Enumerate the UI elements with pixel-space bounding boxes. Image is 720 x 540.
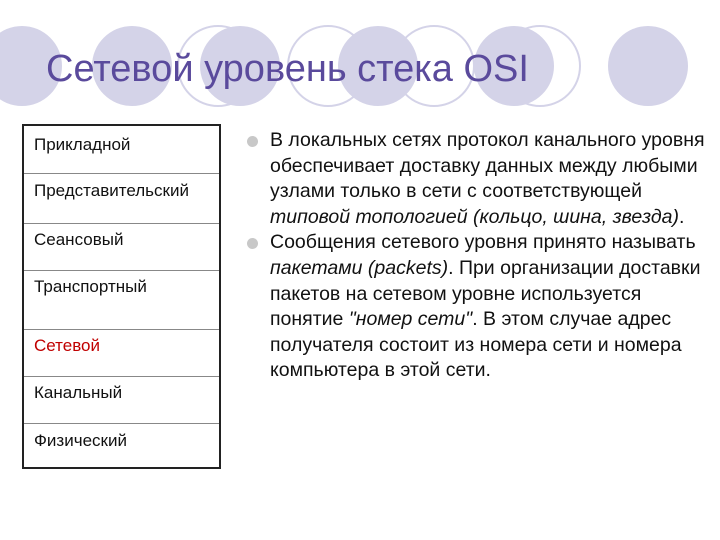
layer-divider	[24, 376, 219, 377]
bullet-dot-icon	[247, 238, 258, 249]
layer-physical: Физический	[34, 431, 127, 450]
bullet-text: . При организации доставки пакетов на сетевом уровне используется понятие	[270, 256, 701, 331]
layer-transport: Транспортный	[34, 277, 147, 296]
layer-divider	[24, 270, 219, 271]
layer-divider	[24, 173, 219, 174]
bullet-emphasis: пакетами (packets)	[270, 256, 449, 279]
layer-presentation: Представительский	[34, 181, 189, 200]
bullet-emphasis: "номер сети"	[348, 308, 473, 331]
bullet-emphasis: типовой топологией (кольцо, шина, звезда)	[270, 205, 679, 228]
bullet-text: В локальных сетях протокол канального уровня обеспечивает доставку данных между любыми узлами только в сети с соответствующей	[270, 129, 705, 203]
layer-divider	[24, 423, 219, 424]
layer-divider	[24, 223, 219, 224]
bullet-list	[247, 128, 709, 384]
bullet-dot-icon	[247, 136, 258, 147]
bullet-text: Сообщения сетевого уровня принято называть	[270, 231, 696, 254]
layer-network: Сетевой	[34, 336, 101, 355]
bullet-text: .	[679, 205, 685, 228]
layer-divider	[24, 329, 219, 330]
osi-layer-table	[22, 124, 221, 469]
bullet-item	[247, 128, 709, 230]
bullet-text: . В этом случае адрес получателя состоит из номера сети и номера компьютера в этой сети.	[270, 308, 682, 382]
layer-data-link: Канальный	[34, 383, 123, 402]
decor-circle	[608, 26, 688, 106]
layer-session: Сеансовый	[34, 230, 124, 249]
bullet-item	[247, 230, 709, 384]
layer-application: Прикладной	[34, 135, 131, 154]
slide-title: Сетевой уровень стека OSI	[46, 48, 529, 90]
